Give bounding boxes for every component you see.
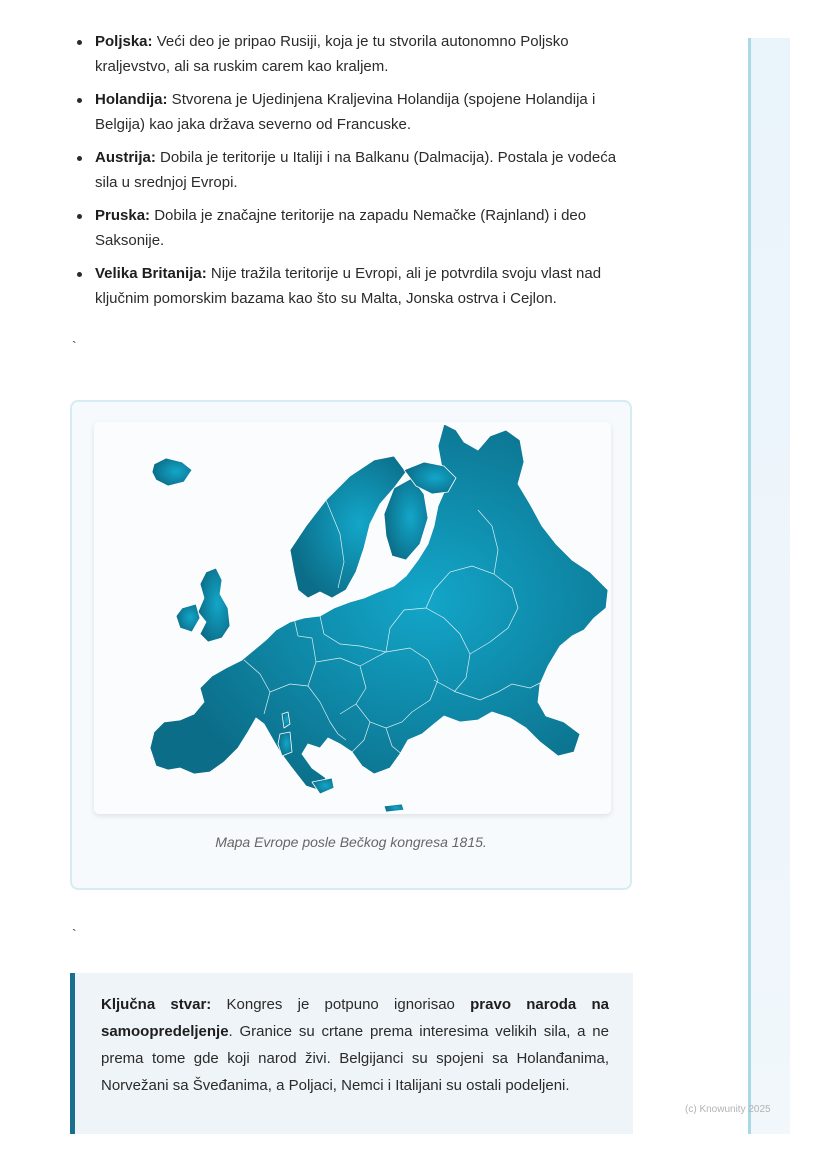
callout-text: . Granice su crtane prema interesima velikih sila, a ne prema tome gde koji narod živi. Belgijanci su spojeni sa Holanđanima, Norvežani sa Šveđanima, a Poljaci, Nemci i Italijani su ostali podeljeni. xyxy=(101,1023,609,1094)
list-item-term: Austrija: xyxy=(95,149,156,166)
bullet-list xyxy=(72,30,632,311)
separator-mark: ` xyxy=(72,338,77,354)
list-item-term: Velika Britanija: xyxy=(95,265,207,282)
watermark: (c) Knowunity 2025 xyxy=(685,1104,771,1115)
crete-shape xyxy=(384,804,404,812)
list-item-term: Pruska: xyxy=(95,207,151,224)
side-panel xyxy=(748,38,790,1134)
separator-mark: ` xyxy=(72,926,77,942)
iceland-shape xyxy=(152,458,192,486)
list-item-text: Veći deo je pripao Rusiji, koja je tu stvorila autonomno Poljsko kraljevstvo, ali sa ruskim carem kao kraljem. xyxy=(95,33,569,75)
list-item-term: Holandija: xyxy=(95,91,168,108)
side-divider xyxy=(748,38,751,1134)
map-caption: Mapa Evrope posle Bečkog kongresa 1815. xyxy=(215,834,487,850)
map-figure xyxy=(70,400,632,890)
ireland-shape xyxy=(176,604,200,632)
callout-text: Kongres je potpuno ignorisao xyxy=(211,996,471,1013)
list-item-text: Nije tražila teritorije u Evropi, ali je potvrdila svoju vlast nad ključnim pomorskim bazama kao što su Malta, Jonska ostrva i Cejlon. xyxy=(95,265,602,307)
list-item xyxy=(72,30,632,79)
bullet-section xyxy=(72,30,632,320)
callout-label: Ključna stvar: xyxy=(101,996,212,1013)
list-item xyxy=(72,88,632,137)
list-item-text: Dobila je teritorije u Italiji i na Balkanu (Dalmacija). Postala je vodeća sila u srednjoj Evropi. xyxy=(95,149,617,191)
europe-map xyxy=(94,422,611,814)
list-item xyxy=(72,262,632,311)
great-britain-shape xyxy=(198,568,230,642)
list-item-text: Dobila je značajne teritorije na zapadu Nemačke (Rajnland) i deo Saksonije. xyxy=(95,207,587,249)
list-item-term: Poljska: xyxy=(95,33,153,50)
callout-emphasis: pravo naroda na samoopredeljenje xyxy=(101,996,609,1040)
list-item xyxy=(72,146,632,195)
key-point-callout xyxy=(70,973,633,1134)
europe-map-graphic xyxy=(94,422,611,814)
list-item-text: Stvorena je Ujedinjena Kraljevina Holandija (spojene Holandija i Belgija) kao jaka država severno od Francuske. xyxy=(95,91,596,133)
list-item xyxy=(72,204,632,253)
